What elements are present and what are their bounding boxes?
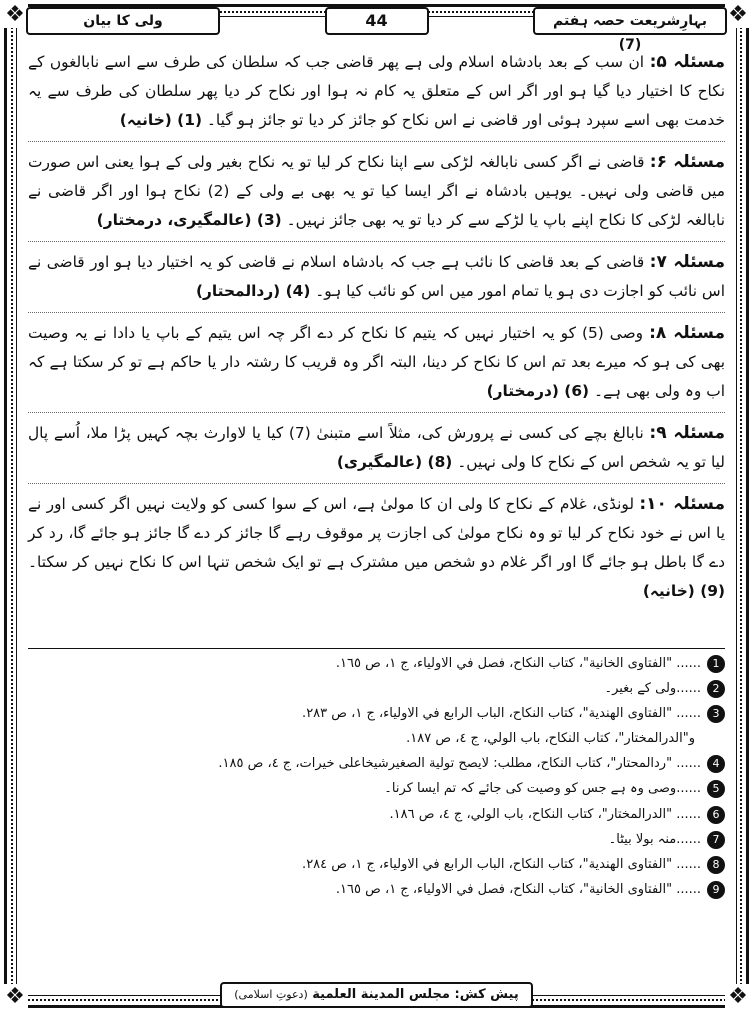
masala-label: مسئلہ ۸: <box>649 323 725 343</box>
corner-ornament-icon: ❖ <box>2 2 28 28</box>
masala-paragraph <box>28 48 725 142</box>
corner-ornament-icon: ❖ <box>725 2 751 28</box>
publisher-box <box>220 982 532 1008</box>
footnote-text: ...... "الفتاوی الهندية"، كتاب النكاح، الباب الرابع في الاولياء، ج ١، ص ٢٨٣. <box>302 706 701 722</box>
footnote <box>28 704 725 724</box>
footnote-divider <box>28 648 725 649</box>
footnote-text: ...... "ردالمحتار"، كتاب النكاح، مطلب: لايصح تولية الصغيرشيخاعلى خيرات، ج ٤، ص ١٨٥. <box>218 756 701 772</box>
masala-paragraph <box>28 419 725 484</box>
footnote-number: 4 <box>707 755 725 773</box>
footnote-text: ......وصی وہ ہے جس کو وصیت کی جائے کہ تم ایسا کرنا۔ <box>384 781 701 797</box>
footnote-number: 3 <box>707 705 725 723</box>
masala-text: قاضی کے بعد قاضی کا نائب ہے جب کہ بادشاہ اسلام نے قاضی کو یہ اختیار دیا ہو اور قاضی نے اس نائب کو اجازت دی ہو یا تمام امور میں اس کو نائب کیا ہو۔ <box>28 253 725 300</box>
footnote-number: 6 <box>707 806 725 824</box>
masala-paragraph <box>28 248 725 313</box>
footnote <box>28 805 725 825</box>
corner-ornament-icon: ❖ <box>2 984 28 1010</box>
footnote-number: 8 <box>707 856 725 874</box>
book-title: بہارِشریعت حصہ ہفتم (7) <box>533 7 727 35</box>
corner-ornament-icon: ❖ <box>725 984 751 1010</box>
footnote <box>28 754 725 774</box>
masala-label: مسئلہ ۹: <box>649 423 725 443</box>
footnote-number: 1 <box>707 655 725 673</box>
masala-text: ان سب کے بعد بادشاہ اسلام ولی ہے پھر قاضی جب کہ سلطان کی طرف سے اسے نابالغوں کے نکاح کا اختیار دیا گیا ہو اور اگر اس کے متعلق یہ کام نہ ہوا اور نکاح کر دیا پھر سلطان کی طرف سے یہ خدمت بھی اسے سپرد ہوئی اور قاضی نے اس نکاح کو جائز کر دیا تو جائز ہو گیا۔ <box>28 53 725 129</box>
masala-paragraph <box>28 490 725 612</box>
masala-paragraph <box>28 148 725 242</box>
masala-text: لونڈی، غلام کے نکاح کا ولی ان کا مولیٰ ہے، اس کے سوا کسی کو ولایت نہیں اگر کسی اور نے یا اس نے خود نکاح کر لیا تو وہ نکاح مولیٰ کی اجازت پر موقوف رہے گا جائز کر دے گا جائز ہو جائے گا، رد کر دے گا باطل ہو جائے گا اور اگر غلام دو شخص میں مشترک ہے تو ایک شخص تنہا اس کا نکاح نہیں کر سکتا۔ <box>28 495 725 571</box>
publisher-name: مجلس المدينة العلمية <box>312 987 450 1002</box>
publisher-sub: (دعوتِ اسلامی) <box>234 988 308 1001</box>
footnote-text: ......ولی کے بغیر۔ <box>604 681 701 697</box>
footnote <box>28 779 725 799</box>
footnote-number: 5 <box>707 780 725 798</box>
footnote-number: 7 <box>707 831 725 849</box>
masala-reference: (8) (عالمگیری) <box>336 453 453 471</box>
footnotes <box>28 654 725 905</box>
masala-text: قاضی نے اگر کسی نابالغہ لڑکی سے اپنا نکاح کر لیا تو یہ نکاح بغیر ولی کے ہوا یعنی اس صورت میں قاضی ولی نہیں۔ یوہیں بادشاہ نے اگر ایسا کیا تو یہ بھی بے ولی کے (2) نکاح ہوا اور اگر قاضی نے نابالغہ لڑکی کا نکاح اپنے باپ یا لڑکے سے کر دیا تو یہ بھی جائز نہیں۔ <box>28 153 725 229</box>
masala-paragraph <box>28 319 725 413</box>
footnote <box>28 855 725 875</box>
presented-by-label: پیش کش: <box>454 987 519 1002</box>
footnote-text: و"الدرالمختار"، كتاب النكاح، باب الولي، ج ٤، ص ١٨٧. <box>406 731 695 747</box>
masala-label: مسئلہ ۱۰: <box>639 494 725 514</box>
footnote-continuation <box>28 729 725 749</box>
masala-text: وصی (5) کو یہ اختیار نہیں کہ یتیم کا نکاح کر دے اگر چہ اس یتیم کے باپ یا دادا نے یہ وصیت بھی کی ہو کہ میرے بعد تم اس کا نکاح کر دینا، البتہ اگر وہ قریب کا رشتہ دار یا حاکم ہے تو کر سکتا ہے کہ اب وہ ولی بھی ہے۔ <box>28 324 725 400</box>
chapter-title: ولی کا بیان <box>26 7 220 35</box>
footnote-text: ...... "الفتاوی الخانية"، كتاب النكاح، فصل في الاولياء، ج ١، ص ١٦٥. <box>335 656 701 671</box>
masala-label: مسئلہ ۷: <box>649 252 725 272</box>
masala-reference: (1) (خانیہ) <box>119 111 202 129</box>
masala-reference: (9) (خانیہ) <box>642 582 725 600</box>
footnote <box>28 654 725 674</box>
masala-reference: (4) (ردالمحتار) <box>196 282 311 300</box>
masala-reference: (6) (درمختار) <box>486 382 590 400</box>
masala-label: مسئلہ ۶: <box>649 152 725 172</box>
page-footer <box>0 982 753 1008</box>
footnote <box>28 880 725 900</box>
masala-label: مسئلہ ۵: <box>649 52 725 72</box>
footnote-number: 9 <box>707 881 725 899</box>
masala-text: نابالغ بچے کی کسی نے پرورش کی، مثلاً اسے متبنیٰ (7) کیا یا لاوارث بچہ کہیں پڑا ملا، اُسے پال لیا تو یہ شخص اس کے نکاح کا ولی نہیں۔ <box>28 424 725 471</box>
footnote-text: ......منہ بولا بیٹا۔ <box>608 831 701 847</box>
main-text <box>28 48 725 618</box>
page-number: 44 <box>325 7 429 35</box>
footnote-text: ...... "الدرالمختار"، كتاب النكاح، باب الولي، ج ٤، ص ١٨٦. <box>389 806 701 822</box>
page-header <box>26 6 727 53</box>
footnote-text: ...... "الفتاوی الخانية"، كتاب النكاح، فصل في الاولياء، ج ١، ص ١٦٥. <box>335 881 701 897</box>
footnote-number: 2 <box>707 680 725 698</box>
footnote <box>28 830 725 850</box>
masala-reference: (3) (عالمگیری، درمختار) <box>96 211 282 229</box>
footnote <box>28 679 725 699</box>
footnote-text: ...... "الفتاوی الهندية"، كتاب النكاح، الباب الرابع في الاولياء، ج ١، ص ٢٨٤. <box>302 856 701 872</box>
